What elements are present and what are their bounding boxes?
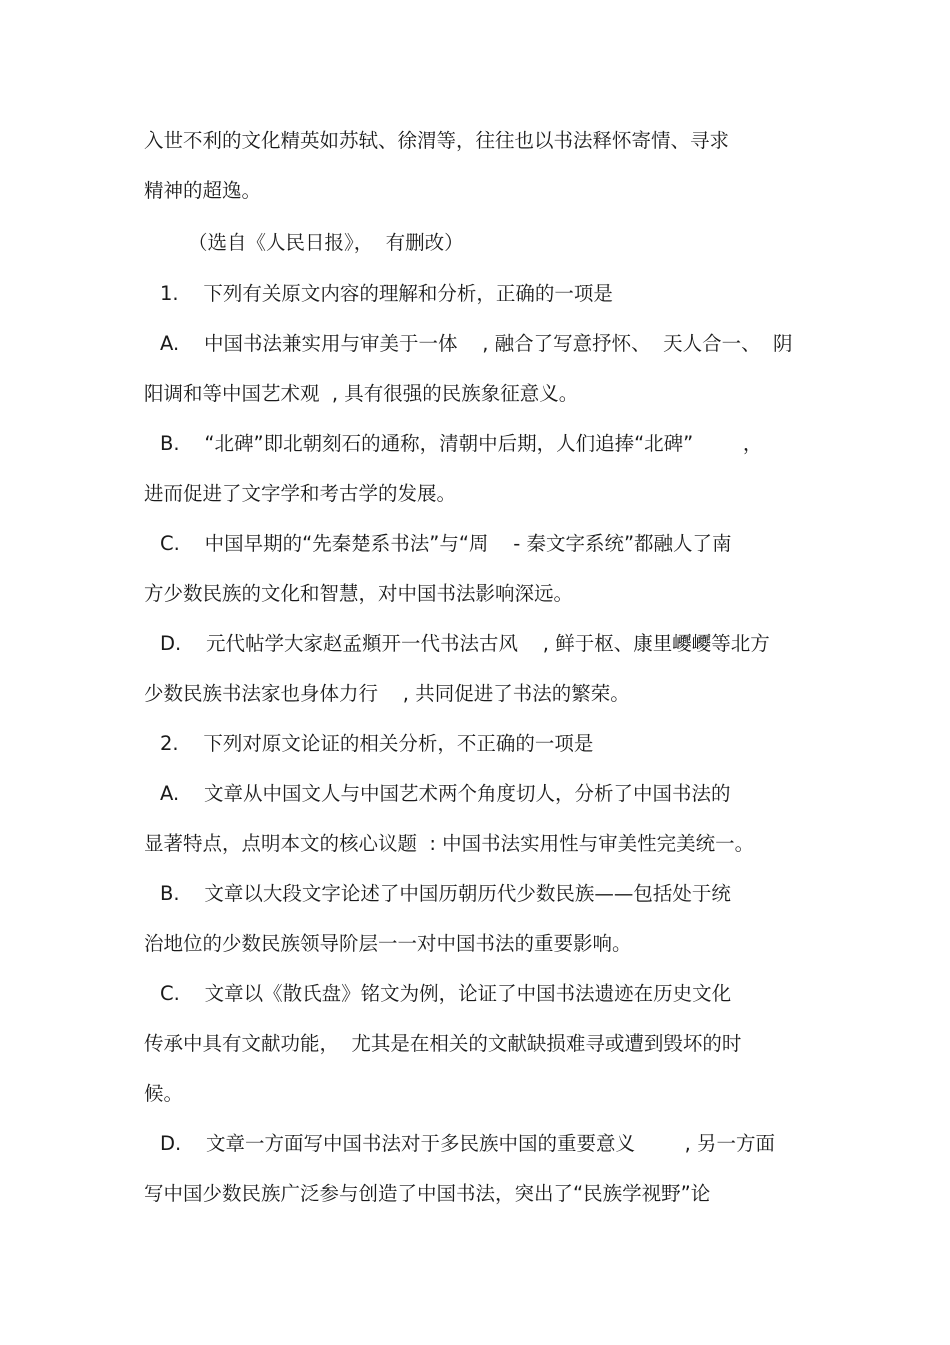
text-line: 进而促进了文字学和考古学的发展。 <box>144 482 457 505</box>
text-line: 入世不利的文化精英如苏轼、徐渭等，往往也以书法释怀寄情、寻求 <box>144 129 730 152</box>
question-2: 2. 下列对原文论证的相关分析，不正确的一项是 <box>160 732 594 755</box>
q1-option-c: C. 中国早期的“先秦楚系书法”与“周 - 秦文字系统”都融人了南 <box>160 532 732 555</box>
q1-option-d: D. 元代帖学大家赵孟頫开一代书法古风 , 鲜于枢、康里巎巎等北方 <box>160 632 770 655</box>
text-line: 传承中具有文献功能， 尤其是在相关的文献缺损难寻或遭到毁坏的时 <box>144 1032 742 1055</box>
text-line: 写中国少数民族广泛参与创造了中国书法，突出了“民族学视野”论 <box>144 1182 711 1205</box>
q2-option-d: D. 文章一方面写中国书法对于多民族中国的重要意义 , 另一方面 <box>160 1132 775 1155</box>
text-line: 显著特点，点明本文的核心议题 : 中国书法实用性与审美性完美统一。 <box>144 832 755 855</box>
text-line: 治地位的少数民族领导阶层一一对中国书法的重要影响。 <box>144 932 632 955</box>
question-1: 1. 下列有关原文内容的理解和分析，正确的一项是 <box>160 282 613 305</box>
text-line: 少数民族书法家也身体力行 , 共同促进了书法的繁荣。 <box>144 682 630 705</box>
citation-line: （选自《人民日报》， 有删改） <box>188 231 464 254</box>
text-line: 阳调和等中国艺术观 , 具有很强的民族象征意义。 <box>144 382 579 405</box>
text-line: 候。 <box>144 1082 184 1105</box>
text-line: 精神的超逸。 <box>144 179 262 202</box>
q2-option-b: B. 文章以大段文字论述了中国历朝历代少数民族——包括处于统 <box>160 882 731 905</box>
q1-option-b: B. “北碑”即北朝刻石的通称，清朝中后期，人们追捧“北碑” ， <box>160 432 763 455</box>
q2-option-c: C. 文章以《散氏盘》铭文为例，论证了中国书法遗迹在历史文化 <box>160 982 732 1005</box>
q2-option-a: A. 文章从中国文人与中国艺术两个角度切人，分析了中国书法的 <box>160 782 731 805</box>
text-line: 方少数民族的文化和智慧，对中国书法影响深远。 <box>144 582 574 605</box>
q1-option-a: A. 中国书法兼实用与审美于一体 , 融合了写意抒怀、 天人合一、 阴 <box>160 332 793 355</box>
